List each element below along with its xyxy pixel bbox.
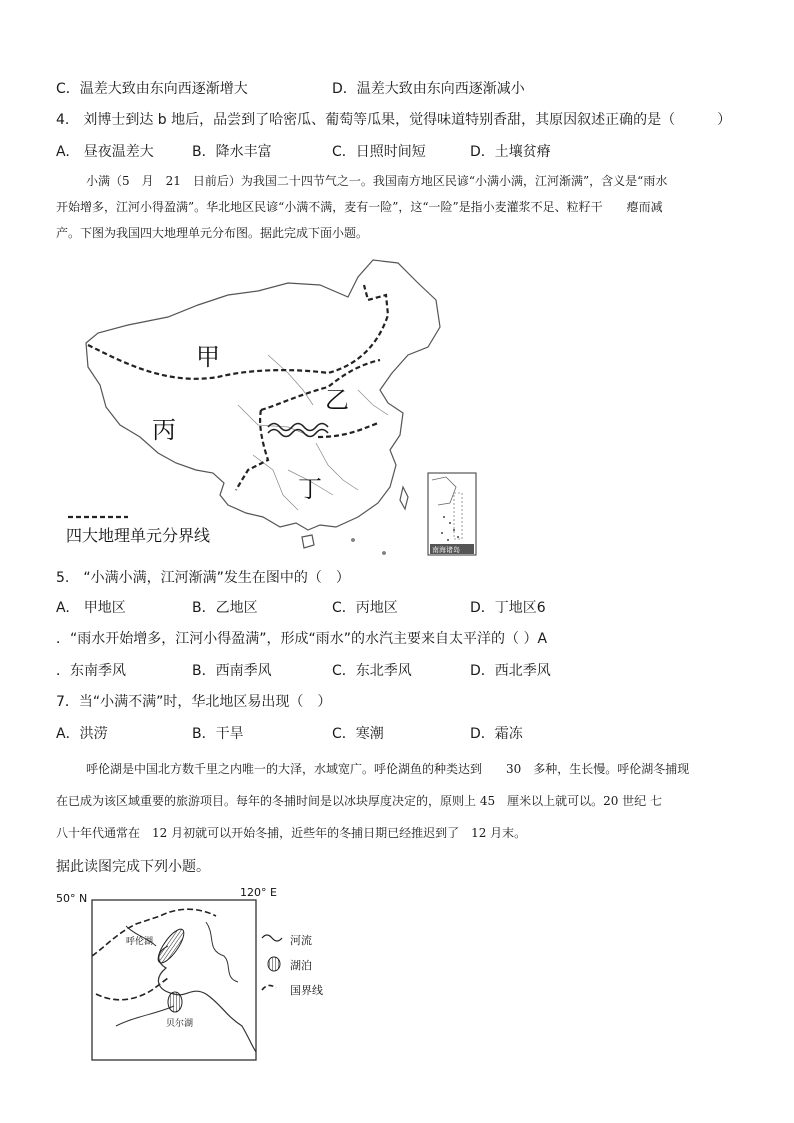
buir-lake-label: 贝尔湖 bbox=[166, 1019, 194, 1029]
passage-1-line-2: 开始增多，江河小得盈满”。华北地区民谚“小满不满，麦有一险”，这“一险”是指小麦灌浆不足、粒籽干 瘪而减 bbox=[56, 200, 663, 214]
q4-option-d: D．土壤贫瘠 bbox=[470, 144, 551, 160]
q5-option-c: C．丙地区 bbox=[332, 600, 398, 616]
legend-river-symbol bbox=[262, 935, 282, 941]
q7-option-b: B．干旱 bbox=[192, 726, 244, 742]
q4-option-b: B．降水丰富 bbox=[192, 144, 272, 160]
legend-border-symbol bbox=[262, 985, 276, 990]
q6-option-c: C．东北季风 bbox=[332, 663, 412, 679]
passage-1-line-3: 产。下图为我国四大地理单元分布图。据此完成下面小题。 bbox=[56, 226, 369, 240]
hulun-lake-label: 呼伦湖 bbox=[126, 937, 154, 947]
legend-river-label: 河流 bbox=[290, 934, 312, 947]
latitude-label: 50° N bbox=[56, 892, 88, 905]
buir-lake-shape bbox=[168, 992, 182, 1012]
q7-option-d: D．霜冻 bbox=[470, 726, 523, 742]
q7-option-a: A．洪涝 bbox=[56, 726, 108, 742]
q4-option-a: A. 昼夜温差大 bbox=[56, 144, 154, 160]
legend-lake-symbol bbox=[268, 957, 280, 971]
q6-option-a: ．东南季风 bbox=[56, 663, 126, 679]
option-d: D．温差大致由东向西逐渐减小 bbox=[332, 81, 525, 97]
legend-boundary-label: 四大地理单元分界线 bbox=[66, 526, 211, 545]
q7-option-c: C．寒潮 bbox=[332, 726, 384, 742]
legend-border-label: 国界线 bbox=[290, 984, 323, 997]
china-geographic-units-map bbox=[58, 255, 478, 565]
region-label-yi: 乙 bbox=[325, 386, 349, 414]
q5-option-b: B．乙地区 bbox=[192, 600, 258, 616]
passage-2-line-3: 八十年代通常在 12 月初就可以开始冬捕，近些年的冬捕日期已经推迟到了 12 月末。 bbox=[56, 826, 527, 840]
q6-option-d: D．西北季风 bbox=[470, 663, 551, 679]
region-label-ding: 丁 bbox=[298, 475, 322, 503]
legend-lake-label: 湖泊 bbox=[290, 959, 312, 972]
q6-option-b: B．西南季风 bbox=[192, 663, 272, 679]
south-china-sea-inset bbox=[428, 473, 476, 555]
question-4-stem: 4. 刘博士到达 b 地后，品尝到了哈密瓜、葡萄等瓜果，觉得味道特别香甜，其原因叙述正确的是（ ） bbox=[56, 112, 732, 128]
q5-option-d: D．丁地区6 bbox=[470, 600, 546, 616]
q5-option-a: A. 甲地区 bbox=[56, 600, 126, 616]
passage-2-line-1: 呼伦湖是中国北方数千里之内唯一的大泽，水域宽广。呼伦湖鱼的种类达到 30 多种，生长慢。呼伦湖冬捕现 bbox=[86, 762, 690, 776]
region-label-bing: 丙 bbox=[152, 416, 176, 444]
question-5-stem: 5. “小满小满，江河渐满”发生在图中的（ ） bbox=[56, 570, 350, 586]
longitude-label: 120° E bbox=[240, 886, 277, 899]
region-label-jia: 甲 bbox=[196, 343, 220, 371]
map-frame bbox=[92, 900, 256, 1060]
inset-label: 南海诸岛 bbox=[432, 546, 460, 554]
passage-2-line-2: 在已成为该区域重要的旅游项目。每年的冬捕时间是以冰块厚度决定的，原则上 45 厘米以上就可以。20 世纪 七 bbox=[56, 794, 662, 808]
q4-option-c: C．日照时间短 bbox=[332, 144, 426, 160]
instruction-text: 据此读图完成下列小题。 bbox=[56, 859, 210, 875]
hulun-lake-shape bbox=[154, 926, 188, 967]
question-7-stem: 7．当“小满不满”时，华北地区易出现（ ） bbox=[56, 694, 332, 710]
question-6-stem: ．“雨水开始增多，江河小得盈满”，形成“雨水”的水汽主要来自太平洋的（ ）A bbox=[56, 631, 548, 647]
option-c: C．温差大致由东向西逐渐增大 bbox=[56, 81, 248, 97]
hulun-lake-map bbox=[56, 886, 356, 1066]
passage-1-line-1: 小满（5 月 21 日前后）为我国二十四节气之一。我国南方地区民谚“小满小满，江河渐满”，含义是“雨水 bbox=[86, 174, 668, 188]
